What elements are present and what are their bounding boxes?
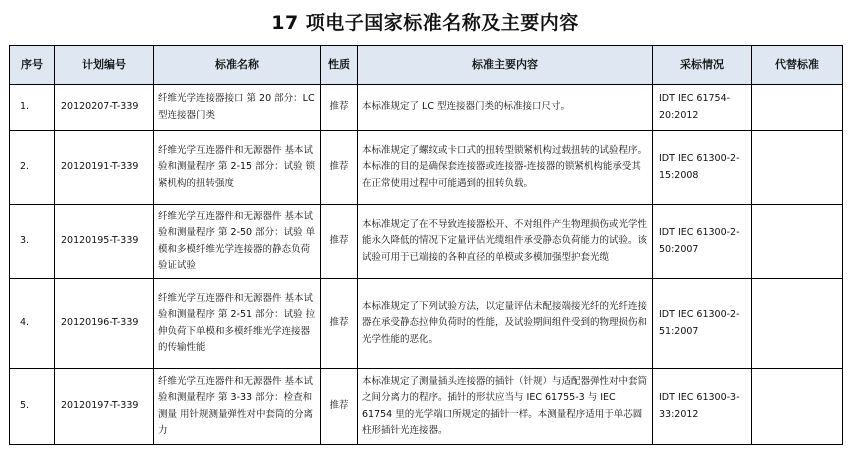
- cell-adoption: IDT IEC 61300-2-51:2007: [653, 279, 752, 369]
- cell-replaces: [752, 85, 843, 131]
- cell-replaces: [752, 131, 843, 205]
- column-header-nature: 性质: [321, 46, 358, 85]
- table-row: [10, 131, 843, 205]
- cell-name: 纤维光学连接器接口 第 20 部分：LC 型连接器门类: [154, 85, 321, 131]
- table-row: [10, 279, 843, 369]
- cell-seq: 2.: [10, 131, 55, 205]
- cell-content: 本标准规定了 LC 型连接器门类的标准接口尺寸。: [358, 85, 653, 131]
- cell-seq: 3.: [10, 205, 55, 279]
- cell-adoption: IDT IEC 61300-2-15:2008: [653, 131, 752, 205]
- cell-plan-no: 20120197-T-339: [55, 369, 154, 445]
- standards-table: [9, 45, 843, 445]
- cell-seq: 5.: [10, 369, 55, 445]
- cell-content: 本标准规定了下列试验方法，以定量评估未配接端接光纤的光纤连接器在承受静态拉伸负荷时的性能，及试验期间组件受到的物理损伤和光学性能的恶化。: [358, 279, 653, 369]
- cell-name: 纤维光学互连器件和无源器件 基本试验和测量程序 第 3-33 部分：检查和测量 用针规测量弹性对中套筒的分离力: [154, 369, 321, 445]
- cell-adoption: IDT IEC 61300-2-50:2007: [653, 205, 752, 279]
- table-row: [10, 369, 843, 445]
- column-header-seq: 序号: [10, 46, 55, 85]
- cell-replaces: [752, 279, 843, 369]
- cell-replaces: [752, 205, 843, 279]
- cell-seq: 4.: [10, 279, 55, 369]
- column-header-name: 标准名称: [154, 46, 321, 85]
- cell-name: 纤维光学互连器件和无源器件 基本试验和测量程序 第 2-51 部分：试验 拉伸负荷下单模和多模纤维光学连接器的传输性能: [154, 279, 321, 369]
- cell-plan-no: 20120196-T-339: [55, 279, 154, 369]
- column-header-plan-no: 计划编号: [55, 46, 154, 85]
- cell-nature: 推荐: [321, 131, 358, 205]
- column-header-adoption: 采标情况: [653, 46, 752, 85]
- cell-content: 本标准规定了测量插头连接器的插针（针规）与适配器弹性对中套筒之间分离力的程序。插针的形状应当与 IEC 61755-3 与 IEC 61754 里的光学端口所规定的插针一样。本测量程序适用于单芯圆柱形插针光连接器。: [358, 369, 653, 445]
- column-header-content: 标准主要内容: [358, 46, 653, 85]
- cell-name: 纤维光学互连器件和无源器件 基本试验和测量程序 第 2-15 部分：试验 锁紧机构的扭转强度: [154, 131, 321, 205]
- cell-seq: 1.: [10, 85, 55, 131]
- table-row: [10, 205, 843, 279]
- cell-adoption: IDT IEC 61300-3-33:2012: [653, 369, 752, 445]
- cell-nature: 推荐: [321, 369, 358, 445]
- page-title: 17 项电子国家标准名称及主要内容: [271, 12, 579, 34]
- cell-replaces: [752, 369, 843, 445]
- cell-nature: 推荐: [321, 279, 358, 369]
- cell-nature: 推荐: [321, 85, 358, 131]
- cell-plan-no: 20120191-T-339: [55, 131, 154, 205]
- cell-nature: 推荐: [321, 205, 358, 279]
- cell-plan-no: 20120195-T-339: [55, 205, 154, 279]
- table-header-row: [10, 46, 843, 85]
- table-row: [10, 85, 843, 131]
- cell-content: 本标准规定了螺纹或卡口式的扭转型锁紧机构过载扭转的试验程序。本标准的目的是确保套连接器或连接器-连接器的锁紧机构能承受其在正常使用过程中可能遇到的扭转负载。: [358, 131, 653, 205]
- cell-adoption: IDT IEC 61754-20:2012: [653, 85, 752, 131]
- cell-content: 本标准规定了在不导致连接器松开、不对组件产生物理损伤或光学性能永久降低的情况下定量评估光缆组件承受静态负荷能力的试验。该试验可用于已端接的各种直径的单模或多模加强型护套光缆: [358, 205, 653, 279]
- cell-name: 纤维光学互连器件和无源器件 基本试验和测量程序 第 2-50 部分：试验 单模和多模纤维光学连接器的静态负荷验证试验: [154, 205, 321, 279]
- cell-plan-no: 20120207-T-339: [55, 85, 154, 131]
- column-header-replaces: 代替标准: [752, 46, 843, 85]
